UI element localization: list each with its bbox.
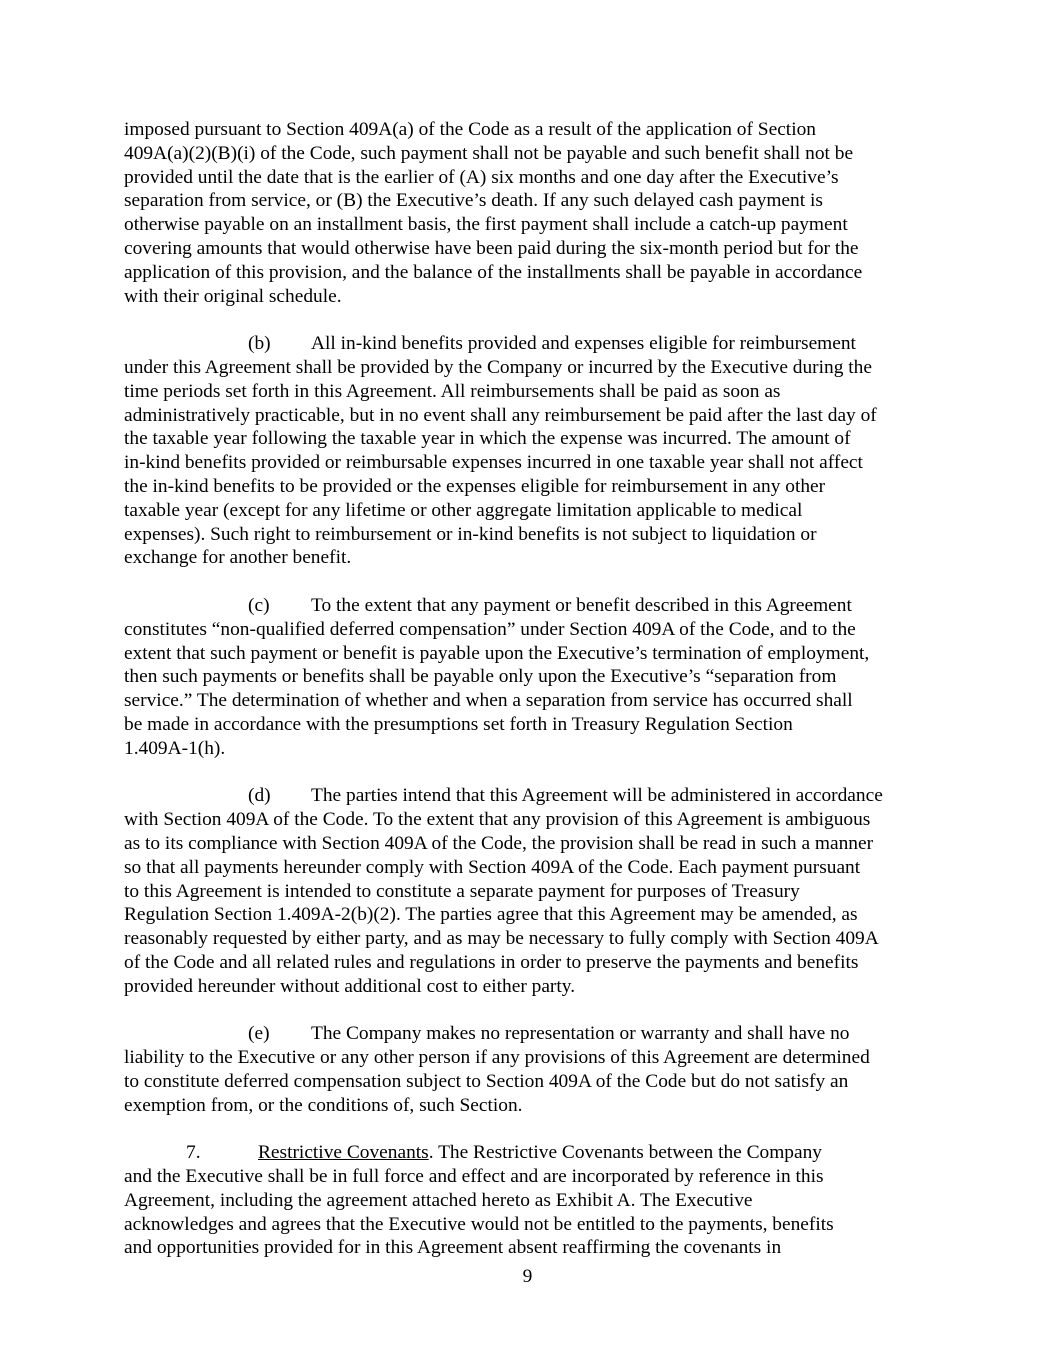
page-number: 9: [522, 1266, 533, 1287]
text-line: reasonably requested by either party, and as may be necessary to fully comply with Section 409A: [124, 928, 879, 950]
text-line: expenses). Such right to reimbursement or in-kind benefits is not subject to liquidation or: [124, 523, 817, 545]
text-line: as to its compliance with Section 409A of the Code, the provision shall be read in such a manner: [124, 832, 874, 854]
subsection-b: [124, 332, 924, 570]
text-line: acknowledges and agrees that the Executive would not be entitled to the payments, benefits: [124, 1213, 834, 1235]
subsection-label: (e): [248, 1023, 270, 1045]
text-line: and opportunities provided for in this Agreement absent reaffirming the covenants in: [124, 1237, 782, 1259]
text-line: [124, 594, 924, 618]
text-line-content: The parties intend that this Agreement will be administered in accordance: [311, 785, 883, 807]
section-number: 7.: [186, 1142, 201, 1164]
text-line: be made in accordance with the presumptions set forth in Treasury Regulation Section: [124, 713, 793, 735]
text-line: liability to the Executive or any other person if any provisions of this Agreement are determined: [124, 1047, 870, 1069]
text-line-content: To the extent that any payment or benefit described in this Agreement: [311, 594, 852, 616]
text-line: provided hereunder without additional cost to either party.: [124, 975, 576, 997]
text-line: Agreement, including the agreement attached hereto as Exhibit A. The Executive: [124, 1189, 753, 1211]
text-line: otherwise payable on an installment basis, the first payment shall include a catch-up payment: [124, 214, 848, 236]
text-line: imposed pursuant to Section 409A(a) of the Code as a result of the application of Section: [124, 119, 816, 140]
text-line: 409A(a)(2)(B)(i) of the Code, such payment shall not be payable and such benefit shall not be: [124, 142, 854, 164]
text-line: time periods set forth in this Agreement. All reimbursements shall be paid as soon as: [124, 380, 781, 402]
text-line: provided until the date that is the earlier of (A) six months and one day after the Executive’s: [124, 166, 839, 188]
subsection-d: [124, 784, 924, 998]
text-line: with Section 409A of the Code. To the extent that any provision of this Agreement is ambiguous: [124, 809, 871, 831]
text-line-content: The Company makes no representation or warranty and shall have no: [311, 1023, 850, 1045]
text-line: extent that such payment or benefit is payable upon the Executive’s termination of employment,: [124, 642, 870, 664]
text-line: the in-kind benefits to be provided or the expenses eligible for reimbursement in any other: [124, 475, 826, 497]
subsection-label: (d): [248, 785, 271, 807]
continuation-paragraph: [124, 118, 924, 308]
text-line: under this Agreement shall be provided by the Company or incurred by the Executive during the: [124, 356, 872, 378]
text-line: to constitute deferred compensation subject to Section 409A of the Code but do not satisfy an: [124, 1070, 849, 1092]
text-line: and the Executive shall be in full force and effect and are incorporated by reference in this: [124, 1166, 824, 1188]
text-line: exchange for another benefit.: [124, 547, 352, 569]
text-line: so that all payments hereunder comply with Section 409A of the Code. Each payment pursuant: [124, 856, 861, 878]
text-line: of the Code and all related rules and regulations in order to preserve the payments and benefits: [124, 951, 859, 973]
section-heading: Restrictive Covenants: [258, 1142, 429, 1164]
document-body: [124, 118, 924, 1260]
text-line: Regulation Section 1.409A-2(b)(2). The parties agree that this Agreement may be amended, as: [124, 904, 858, 926]
text-line: [124, 784, 924, 808]
subsection-label: (b): [248, 333, 271, 355]
text-line: service.” The determination of whether and when a separation from service has occurred shall: [124, 690, 853, 712]
text-line: with their original schedule.: [124, 285, 342, 307]
subsection-c: [124, 594, 924, 761]
text-line: exemption from, or the conditions of, such Section.: [124, 1094, 523, 1116]
text-line: application of this provision, and the balance of the installments shall be payable in accordance: [124, 261, 863, 283]
text-line: in-kind benefits provided or reimbursable expenses incurred in one taxable year shall not affect: [124, 452, 863, 474]
section-7: [124, 1141, 924, 1260]
text-line: to this Agreement is intended to constitute a separate payment for purposes of Treasury: [124, 880, 800, 902]
text-line: taxable year (except for any lifetime or other aggregate limitation applicable to medical: [124, 499, 803, 521]
text-line: [124, 1022, 924, 1046]
text-line: separation from service, or (B) the Executive’s death. If any such delayed cash payment is: [124, 190, 823, 212]
text-line: covering amounts that would otherwise have been paid during the six-month period but for the: [124, 237, 859, 259]
text-line: the taxable year following the taxable year in which the expense was incurred. The amount of: [124, 428, 851, 450]
text-line: [124, 1141, 924, 1165]
text-line: administratively practicable, but in no event shall any reimbursement be paid after the last day of: [124, 404, 877, 426]
subsection-label: (c): [248, 594, 270, 616]
text-line: constitutes “non-qualified deferred compensation” under Section 409A of the Code, and to the: [124, 618, 856, 640]
text-line-content: All in-kind benefits provided and expenses eligible for reimbursement: [311, 333, 856, 355]
text-line: [124, 332, 924, 356]
text-line-content: . The Restrictive Covenants between the Company: [428, 1142, 823, 1164]
text-line: 1.409A-1(h).: [124, 737, 226, 759]
subsection-e: [124, 1022, 924, 1117]
text-line: then such payments or benefits shall be payable only upon the Executive’s “separation from: [124, 666, 837, 688]
